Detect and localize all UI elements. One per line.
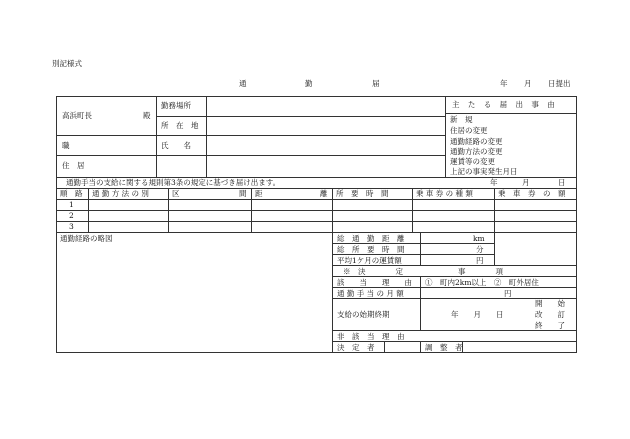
rule	[56, 232, 577, 233]
col-header-order: 順 路	[60, 189, 83, 198]
period-label: 支給の始期終期	[337, 310, 390, 319]
rule	[156, 96, 157, 177]
reason-options: ① 町内2km以上 ② 町外居住	[425, 278, 539, 287]
rule	[251, 188, 252, 232]
col-header-distance-2: 離	[320, 189, 328, 198]
total-time-label: 総 所 要 時 間	[337, 245, 405, 254]
title-char-3: 届	[372, 79, 380, 88]
rule	[332, 243, 494, 244]
rule	[56, 96, 577, 97]
period-ymd: 年 月 日	[451, 310, 504, 319]
submit-month: 月	[524, 79, 532, 88]
rule	[156, 116, 445, 117]
decider-label: 決 定 者	[337, 343, 375, 352]
rule	[168, 188, 169, 232]
map-label: 通勤経路の略図	[60, 234, 113, 243]
rule	[420, 232, 421, 265]
yen-unit: 円	[476, 256, 484, 265]
rule	[88, 188, 89, 232]
reason-item: 新 規	[450, 115, 473, 124]
fare-label: 平均1ケ月の運賃額	[337, 256, 402, 265]
rule	[332, 254, 494, 255]
name-label: 氏 名	[161, 141, 191, 150]
rule	[56, 352, 577, 353]
km-unit: km	[473, 234, 485, 243]
reason-item: 上記の事実発生月日	[450, 167, 518, 176]
rule	[445, 96, 446, 177]
declaration-text: 通勤手当の支給に関する規則第3条の規定に基づき届け出ます。	[66, 178, 281, 187]
rule	[206, 96, 207, 177]
rule	[332, 341, 577, 342]
rule	[384, 341, 385, 352]
addressee: 高浜町長	[62, 111, 92, 120]
rule	[412, 188, 413, 232]
submit-day: 日提出	[548, 79, 571, 88]
title-char-1: 通	[239, 79, 247, 88]
address-label: 住 居	[62, 161, 85, 170]
rule	[332, 287, 577, 288]
total-distance-label: 総 通 勤 距 離	[337, 234, 405, 243]
reason-item: 住居の変更	[450, 126, 488, 135]
decl-month: 月	[522, 178, 530, 187]
col-header-section-2: 間	[239, 189, 247, 198]
reason-label: 該 当 理 由	[337, 278, 412, 287]
rule	[56, 210, 577, 211]
row-number: 3	[69, 222, 74, 231]
rule	[420, 276, 421, 330]
title-char-2: 勤	[305, 79, 313, 88]
rule	[494, 188, 495, 232]
rule	[332, 330, 577, 331]
decision-label: ※ 決 定	[343, 267, 403, 276]
rule	[56, 199, 577, 200]
period-option: 改 訂	[535, 310, 565, 319]
matter-label: 事 項	[458, 267, 503, 276]
non-reason-label: 非 該 当 理 由	[337, 332, 405, 341]
yen-unit-2: 円	[504, 289, 512, 298]
col-header-ticket-type: 乗 車 券 の 種 類	[416, 189, 473, 198]
rule	[56, 135, 445, 136]
col-header-method: 通 勤 方 法 の 別	[92, 189, 149, 198]
rule	[56, 96, 57, 352]
rule	[332, 276, 577, 277]
monthly-label: 通 勤 手 当 の 月 額	[337, 289, 404, 298]
rule	[56, 221, 577, 222]
decl-year: 年	[490, 178, 498, 187]
col-header-section-1: 区	[172, 189, 180, 198]
rule	[332, 188, 333, 352]
reason-header: 主 た る 届 出 事 由	[452, 100, 558, 109]
period-option: 終 了	[535, 321, 565, 330]
position-label: 職	[62, 141, 70, 150]
rule	[420, 341, 421, 352]
submit-year: 年	[500, 79, 508, 88]
rule	[445, 113, 576, 114]
col-header-time: 所 要 時 間	[336, 189, 389, 198]
location-label: 所 在 地	[161, 121, 199, 130]
reason-item: 通勤経路の変更	[450, 137, 503, 146]
row-number: 2	[69, 211, 74, 220]
doc-label: 別記様式	[52, 59, 82, 68]
adjuster-label: 調 整 者	[425, 343, 463, 352]
decl-day: 日	[558, 178, 566, 187]
rule	[56, 155, 445, 156]
workplace-label: 勤務場所	[161, 101, 191, 110]
rule	[332, 265, 577, 266]
period-option: 開 始	[535, 299, 565, 308]
rule	[576, 96, 577, 352]
reason-item: 運賃等の変更	[450, 157, 495, 166]
honorific: 殿	[143, 111, 151, 120]
col-header-distance-1: 距	[255, 189, 263, 198]
col-header-ticket-fare: 乗 車 券 の 額	[498, 189, 566, 198]
rule	[494, 232, 495, 265]
min-unit: 分	[476, 245, 484, 254]
reason-item: 通勤方法の変更	[450, 147, 503, 156]
row-number: 1	[69, 200, 74, 209]
